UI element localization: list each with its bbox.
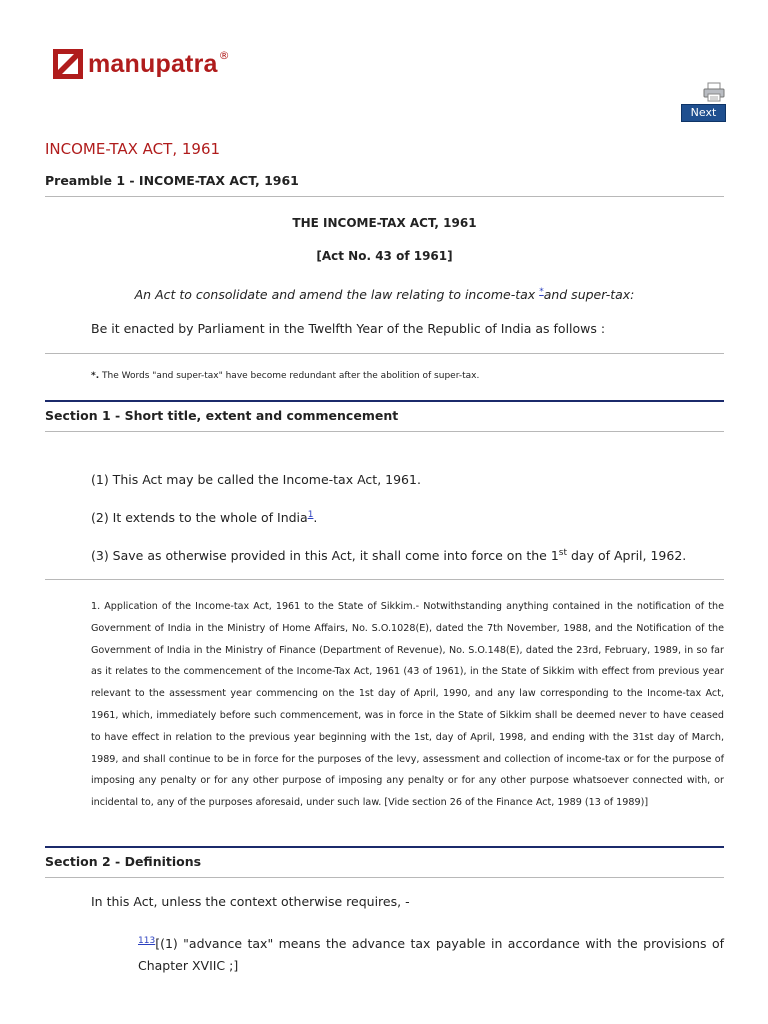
section2-heading: Section 2 - Definitions [45,854,202,869]
divider [45,353,724,354]
registered-mark: ® [218,48,230,62]
section-divider [45,846,724,848]
section1-heading: Section 1 - Short title, extent and commencement [45,408,399,423]
divider [45,877,724,878]
section1-clause1: (1) This Act may be called the Income-tax Act, 1961. [91,472,421,487]
act-number: [Act No. 43 of 1961] [316,249,453,263]
definition-text: [(1) "advance tax" means the advance tax payable in accordance with the provisions of Chapter XVIIC ;] [138,936,724,974]
footnote-text: The Words "and super-tax" have become redundant after the abolition of super-tax. [99,371,480,381]
printer-icon[interactable] [703,82,725,102]
manupatra-logo-icon [52,48,84,80]
next-button[interactable]: Next [681,104,726,122]
brand-name: manupatra [88,49,218,78]
brand-logo[interactable] [52,46,230,82]
long-title-text: An Act to consolidate and amend the law relating to income-tax [134,287,540,303]
clause3-text-end: day of April, 1962. [567,548,687,564]
divider [45,431,724,432]
section1-footnote: 1. Application of the Income-tax Act, 1961 to the State of Sikkim.- Notwithstanding anything contained in the notification of the Government of India in the Ministry of Home Affairs, No. S.O.1028(E), dated the 7th November, 1988, and the Notification of the Government of India in the Ministry of Finance (Department of Revenue), No. S.O.148(E), dated the 23rd, February, 1989, in so far as it relates to the commencement of the Income-Tax Act, 1961 (43 of 1961), in the State of Sikkim with effect from previous year relevant to the assessment year commencing on the 1st day of April, 1990, and any law corresponding to the Income-tax Act, 1961, which, immediately before such commencement, was in force in the State of Sikkim shall be deemed never to have ceased to have effect in relation to the previous year beginning with the 1st, day of April, 1998, and ending with the 31st day of March, 1989, and shall continue to be in force for the purposes of the levy, assessment and collection of income-tax or for the purpose of imposing any penalty or for any other purpose of imposing any penalty or for any other purpose whatsoever connected with, or incidental to, any of the purposes aforesaid, under such law. [Vide section 26 of the Finance Act, 1989 (13 of 1989)] [91,601,724,809]
enacting-clause: Be it enacted by Parliament in the Twelfth Year of the Republic of India as follows : [91,321,606,336]
divider [45,196,724,197]
section1-clause2 [91,510,317,525]
footnote-mark: *. [91,371,100,381]
amendment-link[interactable]: 113 [138,936,156,946]
divider [45,579,724,580]
clause3-text: (3) Save as otherwise provided in this Act, it shall come into force on the 1 [91,548,559,564]
clause2-end: . [313,510,318,526]
clause2-text: (2) It extends to the whole of India [91,510,308,526]
section2-intro: In this Act, unless the context otherwise requires, - [91,894,410,909]
footnote-link[interactable]: * [539,287,544,297]
definition-advance-tax [138,930,724,977]
section-divider [45,400,724,402]
long-title-text-end: and super-tax: [543,287,635,303]
section1-clause3 [91,548,686,563]
footnote-star [91,371,479,381]
footnote-link[interactable]: 1 [307,510,314,520]
document-title: INCOME-TAX ACT, 1961 [45,140,221,158]
act-title: THE INCOME-TAX ACT, 1961 [292,216,477,230]
preamble-heading: Preamble 1 - INCOME-TAX ACT, 1961 [45,173,299,188]
long-title [45,287,724,302]
ordinal-suffix: st [558,548,567,558]
